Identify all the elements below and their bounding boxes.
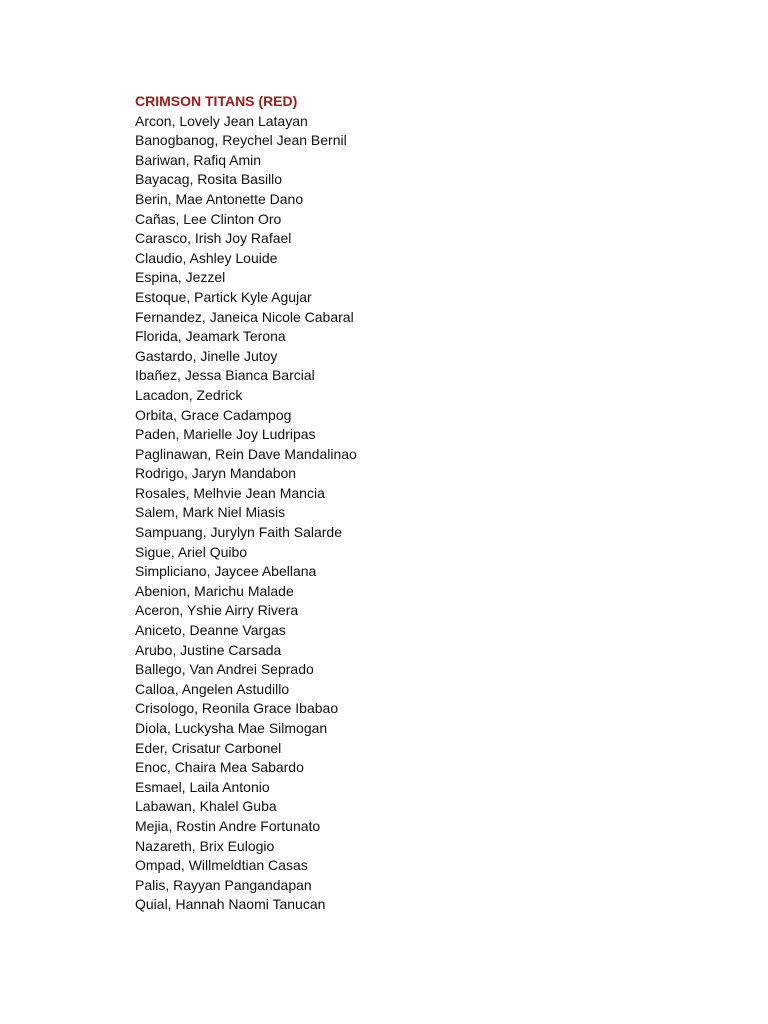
list-item: Bariwan, Rafiq Amin [135,151,262,168]
list-item: Quial, Hannah Naomi Tanucan [135,896,326,913]
team-heading: CRIMSON TITANS (RED) [135,93,298,109]
list-item: Lacadon, Zedrick [135,386,243,403]
list-item: Arubo, Justine Carsada [135,641,282,658]
list-item: Diola, Luckysha Mae Silmogan [135,720,328,736]
list-item: Labawan, Khalel Guba [135,798,277,815]
list-item: Eder, Crisatur Carbonel [135,739,282,756]
list-item: Aceron, Yshie Airry Rivera [135,602,299,619]
list-item: Crisologo, Reonila Grace Ibabao [135,700,339,717]
list-item: Ibañez, Jessa Bianca Barcial [135,367,315,384]
member-list [135,112,735,915]
list-item: Sigue, Ariel Quibo [135,543,248,560]
list-item: Simpliciano, Jaycee Abellana [135,563,317,580]
list-item: Ompad, Willmeldtian Casas [135,857,308,874]
list-item: Banogbanog, Reychel Jean Bernil [135,132,347,149]
list-item: Sampuang, Jurylyn Faith Salarde [135,524,342,541]
list-item: Carasco, Irish Joy Rafael [135,230,292,247]
list-item: Bayacag, Rosita Basillo [135,171,283,188]
list-item: Palis, Rayyan Pangandapan [135,876,312,893]
list-item: Calloa, Angelen Astudillo [135,680,290,697]
list-item: Enoc, Chaira Mea Sabardo [135,759,304,776]
list-item: Nazareth, Brix Eulogio [135,837,275,854]
list-item: Espina, Jezzel [135,269,226,286]
list-item: Mejia, Rostin Andre Fortunato [135,817,321,834]
list-item: Gastardo, Jinelle Jutoy [135,347,278,364]
list-item: Fernandez, Janeica Nicole Cabaral [135,308,354,325]
list-item: Aniceto, Deanne Vargas [135,622,286,639]
list-item: Salem, Mark Niel Miasis [135,504,286,521]
document-page [135,92,735,915]
list-item: Paden, Marielle Joy Ludripas [135,426,316,443]
list-item: Claudio, Ashley Louide [135,249,278,266]
list-item: Florida, Jeamark Terona [135,328,286,345]
list-item: Berin, Mae Antonette Dano [135,190,304,207]
list-item: Arcon, Lovely Jean Latayan [135,112,308,129]
list-item: Esmael, Laila Antonio [135,778,270,795]
list-item: Cañas, Lee Clinton Oro [135,210,282,227]
list-item: Abenion, Marichu Malade [135,582,294,599]
list-item: Estoque, Partick Kyle Agujar [135,288,312,305]
list-item: Rosales, Melhvie Jean Mancia [135,484,325,501]
list-item: Rodrigo, Jaryn Mandabon [135,465,297,482]
list-item: Orbita, Grace Cadampog [135,406,292,423]
list-item: Ballego, Van Andrei Seprado [135,661,314,678]
list-item: Paglinawan, Rein Dave Mandalinao [135,445,357,462]
